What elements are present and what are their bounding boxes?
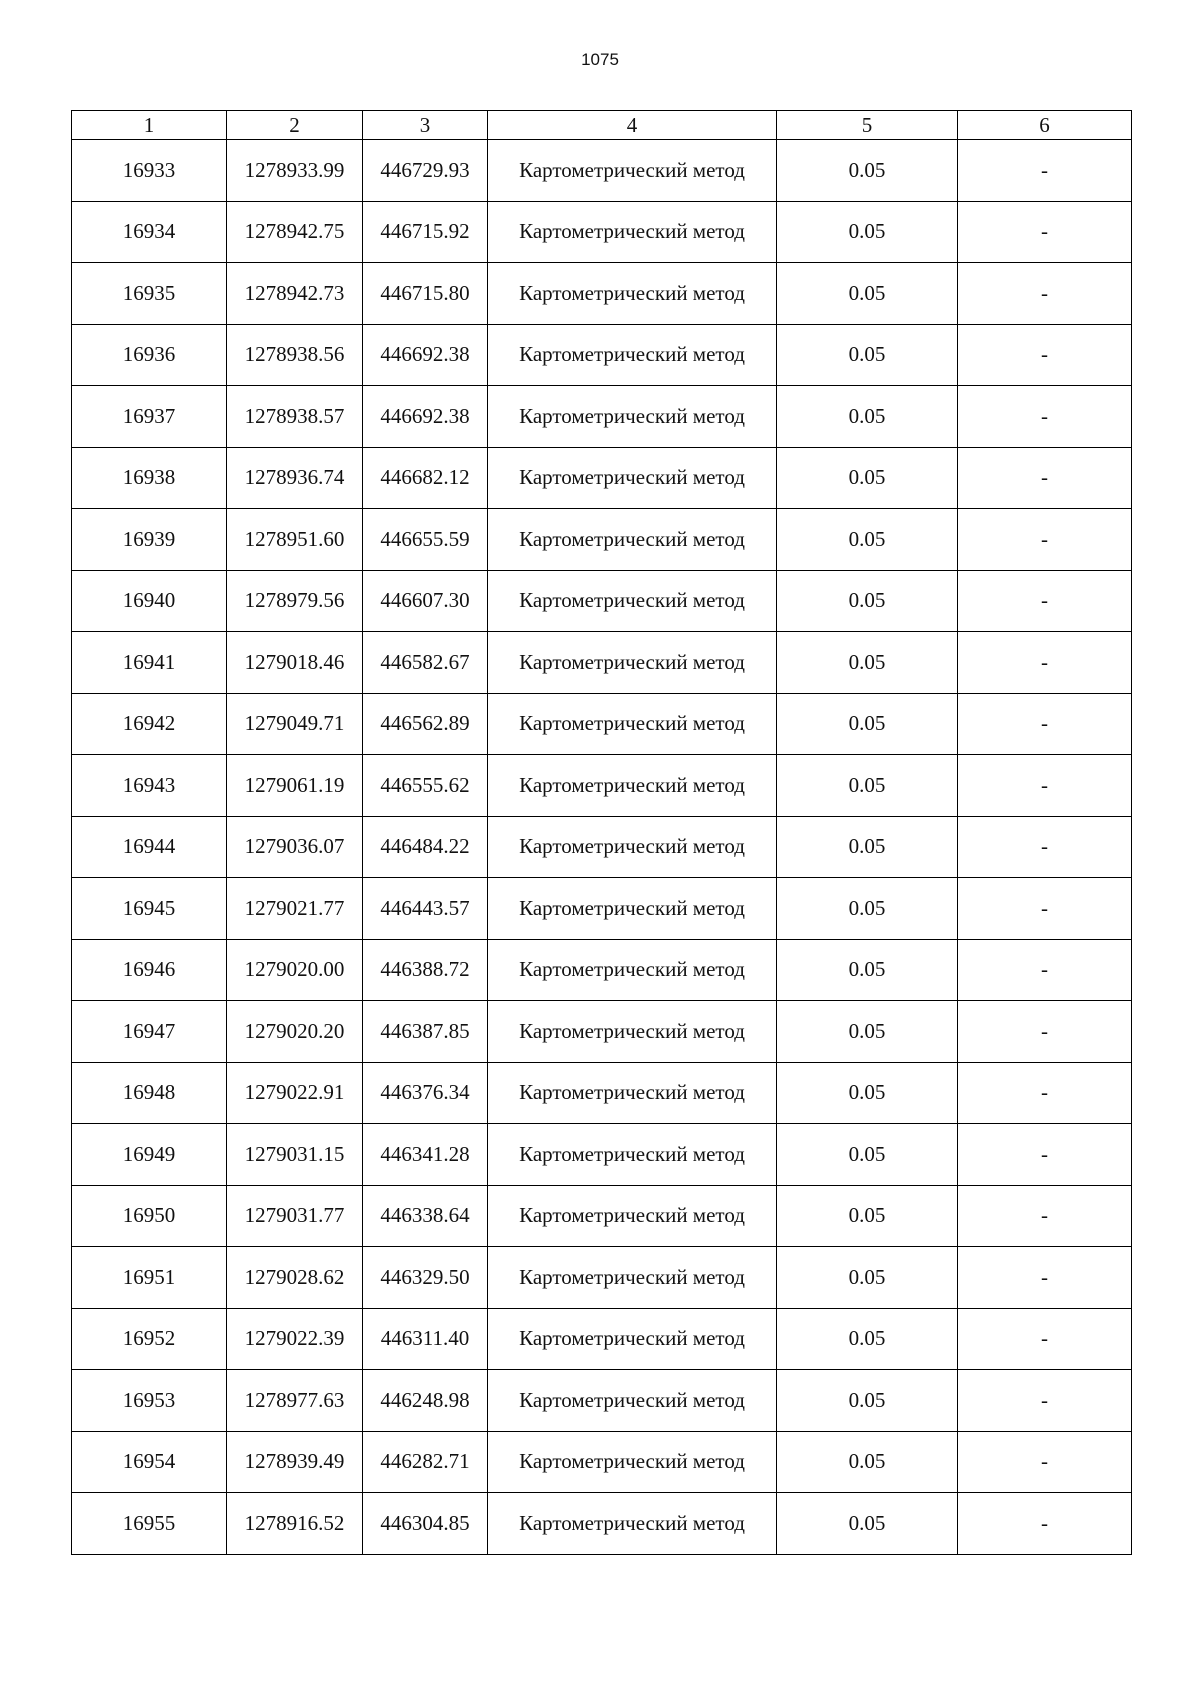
note-cell: - [958, 1370, 1132, 1432]
method-cell: Картометрический метод [488, 1431, 777, 1493]
accuracy-cell: 0.05 [777, 1001, 958, 1063]
table-row [72, 263, 1132, 325]
column-header: 4 [488, 111, 777, 140]
method-cell: Картометрический метод [488, 939, 777, 1001]
note-cell: - [958, 509, 1132, 571]
y-coordinate-cell: 446388.72 [363, 939, 488, 1001]
method-cell: Картометрический метод [488, 693, 777, 755]
point-number-cell: 16934 [72, 201, 227, 263]
accuracy-cell: 0.05 [777, 1431, 958, 1493]
table-row [72, 755, 1132, 817]
point-number-cell: 16933 [72, 140, 227, 202]
y-coordinate-cell: 446729.93 [363, 140, 488, 202]
table-row [72, 324, 1132, 386]
note-cell: - [958, 816, 1132, 878]
x-coordinate-cell: 1278936.74 [227, 447, 363, 509]
accuracy-cell: 0.05 [777, 632, 958, 694]
column-header: 6 [958, 111, 1132, 140]
table-row [72, 939, 1132, 1001]
point-number-cell: 16935 [72, 263, 227, 325]
x-coordinate-cell: 1279061.19 [227, 755, 363, 817]
note-cell: - [958, 1185, 1132, 1247]
table-row [72, 1062, 1132, 1124]
accuracy-cell: 0.05 [777, 1185, 958, 1247]
point-number-cell: 16945 [72, 878, 227, 940]
table-row [72, 140, 1132, 202]
point-number-cell: 16951 [72, 1247, 227, 1309]
note-cell: - [958, 1431, 1132, 1493]
y-coordinate-cell: 446443.57 [363, 878, 488, 940]
method-cell: Картометрический метод [488, 509, 777, 571]
x-coordinate-cell: 1279031.77 [227, 1185, 363, 1247]
table-row [72, 570, 1132, 632]
accuracy-cell: 0.05 [777, 1493, 958, 1555]
y-coordinate-cell: 446715.92 [363, 201, 488, 263]
table-row [72, 1185, 1132, 1247]
accuracy-cell: 0.05 [777, 140, 958, 202]
note-cell: - [958, 570, 1132, 632]
table-row [72, 201, 1132, 263]
table-row [72, 1493, 1132, 1555]
table-row [72, 386, 1132, 448]
table-row [72, 878, 1132, 940]
method-cell: Картометрический метод [488, 570, 777, 632]
point-number-cell: 16943 [72, 755, 227, 817]
note-cell: - [958, 693, 1132, 755]
x-coordinate-cell: 1279022.39 [227, 1308, 363, 1370]
point-number-cell: 16949 [72, 1124, 227, 1186]
method-cell: Картометрический метод [488, 816, 777, 878]
method-cell: Картометрический метод [488, 1493, 777, 1555]
coordinates-table [71, 110, 1132, 1555]
x-coordinate-cell: 1278942.75 [227, 201, 363, 263]
header-row [72, 111, 1132, 140]
note-cell: - [958, 939, 1132, 1001]
y-coordinate-cell: 446338.64 [363, 1185, 488, 1247]
y-coordinate-cell: 446607.30 [363, 570, 488, 632]
accuracy-cell: 0.05 [777, 816, 958, 878]
x-coordinate-cell: 1278979.56 [227, 570, 363, 632]
table-row [72, 509, 1132, 571]
accuracy-cell: 0.05 [777, 1247, 958, 1309]
point-number-cell: 16947 [72, 1001, 227, 1063]
x-coordinate-cell: 1279031.15 [227, 1124, 363, 1186]
note-cell: - [958, 386, 1132, 448]
point-number-cell: 16940 [72, 570, 227, 632]
point-number-cell: 16942 [72, 693, 227, 755]
point-number-cell: 16950 [72, 1185, 227, 1247]
note-cell: - [958, 1124, 1132, 1186]
method-cell: Картометрический метод [488, 263, 777, 325]
y-coordinate-cell: 446329.50 [363, 1247, 488, 1309]
accuracy-cell: 0.05 [777, 693, 958, 755]
y-coordinate-cell: 446715.80 [363, 263, 488, 325]
point-number-cell: 16948 [72, 1062, 227, 1124]
note-cell: - [958, 1247, 1132, 1309]
point-number-cell: 16939 [72, 509, 227, 571]
accuracy-cell: 0.05 [777, 755, 958, 817]
accuracy-cell: 0.05 [777, 878, 958, 940]
method-cell: Картометрический метод [488, 1124, 777, 1186]
method-cell: Картометрический метод [488, 201, 777, 263]
accuracy-cell: 0.05 [777, 324, 958, 386]
x-coordinate-cell: 1278977.63 [227, 1370, 363, 1432]
x-coordinate-cell: 1278916.52 [227, 1493, 363, 1555]
x-coordinate-cell: 1279020.00 [227, 939, 363, 1001]
accuracy-cell: 0.05 [777, 386, 958, 448]
column-header: 2 [227, 111, 363, 140]
table-row [72, 1001, 1132, 1063]
table-row [72, 1431, 1132, 1493]
method-cell: Картометрический метод [488, 1062, 777, 1124]
accuracy-cell: 0.05 [777, 201, 958, 263]
method-cell: Картометрический метод [488, 755, 777, 817]
y-coordinate-cell: 446555.62 [363, 755, 488, 817]
point-number-cell: 16954 [72, 1431, 227, 1493]
table-row [72, 1308, 1132, 1370]
y-coordinate-cell: 446562.89 [363, 693, 488, 755]
x-coordinate-cell: 1278933.99 [227, 140, 363, 202]
x-coordinate-cell: 1279028.62 [227, 1247, 363, 1309]
point-number-cell: 16944 [72, 816, 227, 878]
method-cell: Картометрический метод [488, 1308, 777, 1370]
y-coordinate-cell: 446304.85 [363, 1493, 488, 1555]
x-coordinate-cell: 1279020.20 [227, 1001, 363, 1063]
accuracy-cell: 0.05 [777, 1308, 958, 1370]
note-cell: - [958, 1001, 1132, 1063]
x-coordinate-cell: 1278942.73 [227, 263, 363, 325]
point-number-cell: 16946 [72, 939, 227, 1001]
x-coordinate-cell: 1279022.91 [227, 1062, 363, 1124]
method-cell: Картометрический метод [488, 447, 777, 509]
method-cell: Картометрический метод [488, 1185, 777, 1247]
method-cell: Картометрический метод [488, 878, 777, 940]
point-number-cell: 16937 [72, 386, 227, 448]
point-number-cell: 16952 [72, 1308, 227, 1370]
note-cell: - [958, 632, 1132, 694]
column-header: 3 [363, 111, 488, 140]
y-coordinate-cell: 446248.98 [363, 1370, 488, 1432]
point-number-cell: 16953 [72, 1370, 227, 1432]
y-coordinate-cell: 446376.34 [363, 1062, 488, 1124]
note-cell: - [958, 263, 1132, 325]
page-number: 1075 [581, 50, 619, 69]
note-cell: - [958, 1493, 1132, 1555]
accuracy-cell: 0.05 [777, 447, 958, 509]
method-cell: Картометрический метод [488, 140, 777, 202]
accuracy-cell: 0.05 [777, 1124, 958, 1186]
point-number-cell: 16955 [72, 1493, 227, 1555]
x-coordinate-cell: 1279021.77 [227, 878, 363, 940]
accuracy-cell: 0.05 [777, 263, 958, 325]
note-cell: - [958, 201, 1132, 263]
y-coordinate-cell: 446282.71 [363, 1431, 488, 1493]
method-cell: Картометрический метод [488, 386, 777, 448]
y-coordinate-cell: 446311.40 [363, 1308, 488, 1370]
method-cell: Картометрический метод [488, 324, 777, 386]
y-coordinate-cell: 446341.28 [363, 1124, 488, 1186]
accuracy-cell: 0.05 [777, 570, 958, 632]
table-row [72, 693, 1132, 755]
method-cell: Картометрический метод [488, 1001, 777, 1063]
column-header: 1 [72, 111, 227, 140]
x-coordinate-cell: 1279036.07 [227, 816, 363, 878]
accuracy-cell: 0.05 [777, 1370, 958, 1432]
table-row [72, 632, 1132, 694]
x-coordinate-cell: 1278951.60 [227, 509, 363, 571]
x-coordinate-cell: 1278938.57 [227, 386, 363, 448]
y-coordinate-cell: 446655.59 [363, 509, 488, 571]
x-coordinate-cell: 1278939.49 [227, 1431, 363, 1493]
y-coordinate-cell: 446692.38 [363, 324, 488, 386]
point-number-cell: 16936 [72, 324, 227, 386]
y-coordinate-cell: 446582.67 [363, 632, 488, 694]
table-row [72, 816, 1132, 878]
accuracy-cell: 0.05 [777, 509, 958, 571]
method-cell: Картометрический метод [488, 1247, 777, 1309]
table-row [72, 1124, 1132, 1186]
point-number-cell: 16938 [72, 447, 227, 509]
method-cell: Картометрический метод [488, 632, 777, 694]
x-coordinate-cell: 1278938.56 [227, 324, 363, 386]
accuracy-cell: 0.05 [777, 939, 958, 1001]
note-cell: - [958, 878, 1132, 940]
table-row [72, 1370, 1132, 1432]
x-coordinate-cell: 1279049.71 [227, 693, 363, 755]
note-cell: - [958, 1308, 1132, 1370]
note-cell: - [958, 447, 1132, 509]
note-cell: - [958, 755, 1132, 817]
note-cell: - [958, 1062, 1132, 1124]
y-coordinate-cell: 446387.85 [363, 1001, 488, 1063]
note-cell: - [958, 140, 1132, 202]
point-number-cell: 16941 [72, 632, 227, 694]
accuracy-cell: 0.05 [777, 1062, 958, 1124]
y-coordinate-cell: 446692.38 [363, 386, 488, 448]
y-coordinate-cell: 446484.22 [363, 816, 488, 878]
x-coordinate-cell: 1279018.46 [227, 632, 363, 694]
y-coordinate-cell: 446682.12 [363, 447, 488, 509]
table-row [72, 1247, 1132, 1309]
column-header: 5 [777, 111, 958, 140]
note-cell: - [958, 324, 1132, 386]
method-cell: Картометрический метод [488, 1370, 777, 1432]
table-row [72, 447, 1132, 509]
